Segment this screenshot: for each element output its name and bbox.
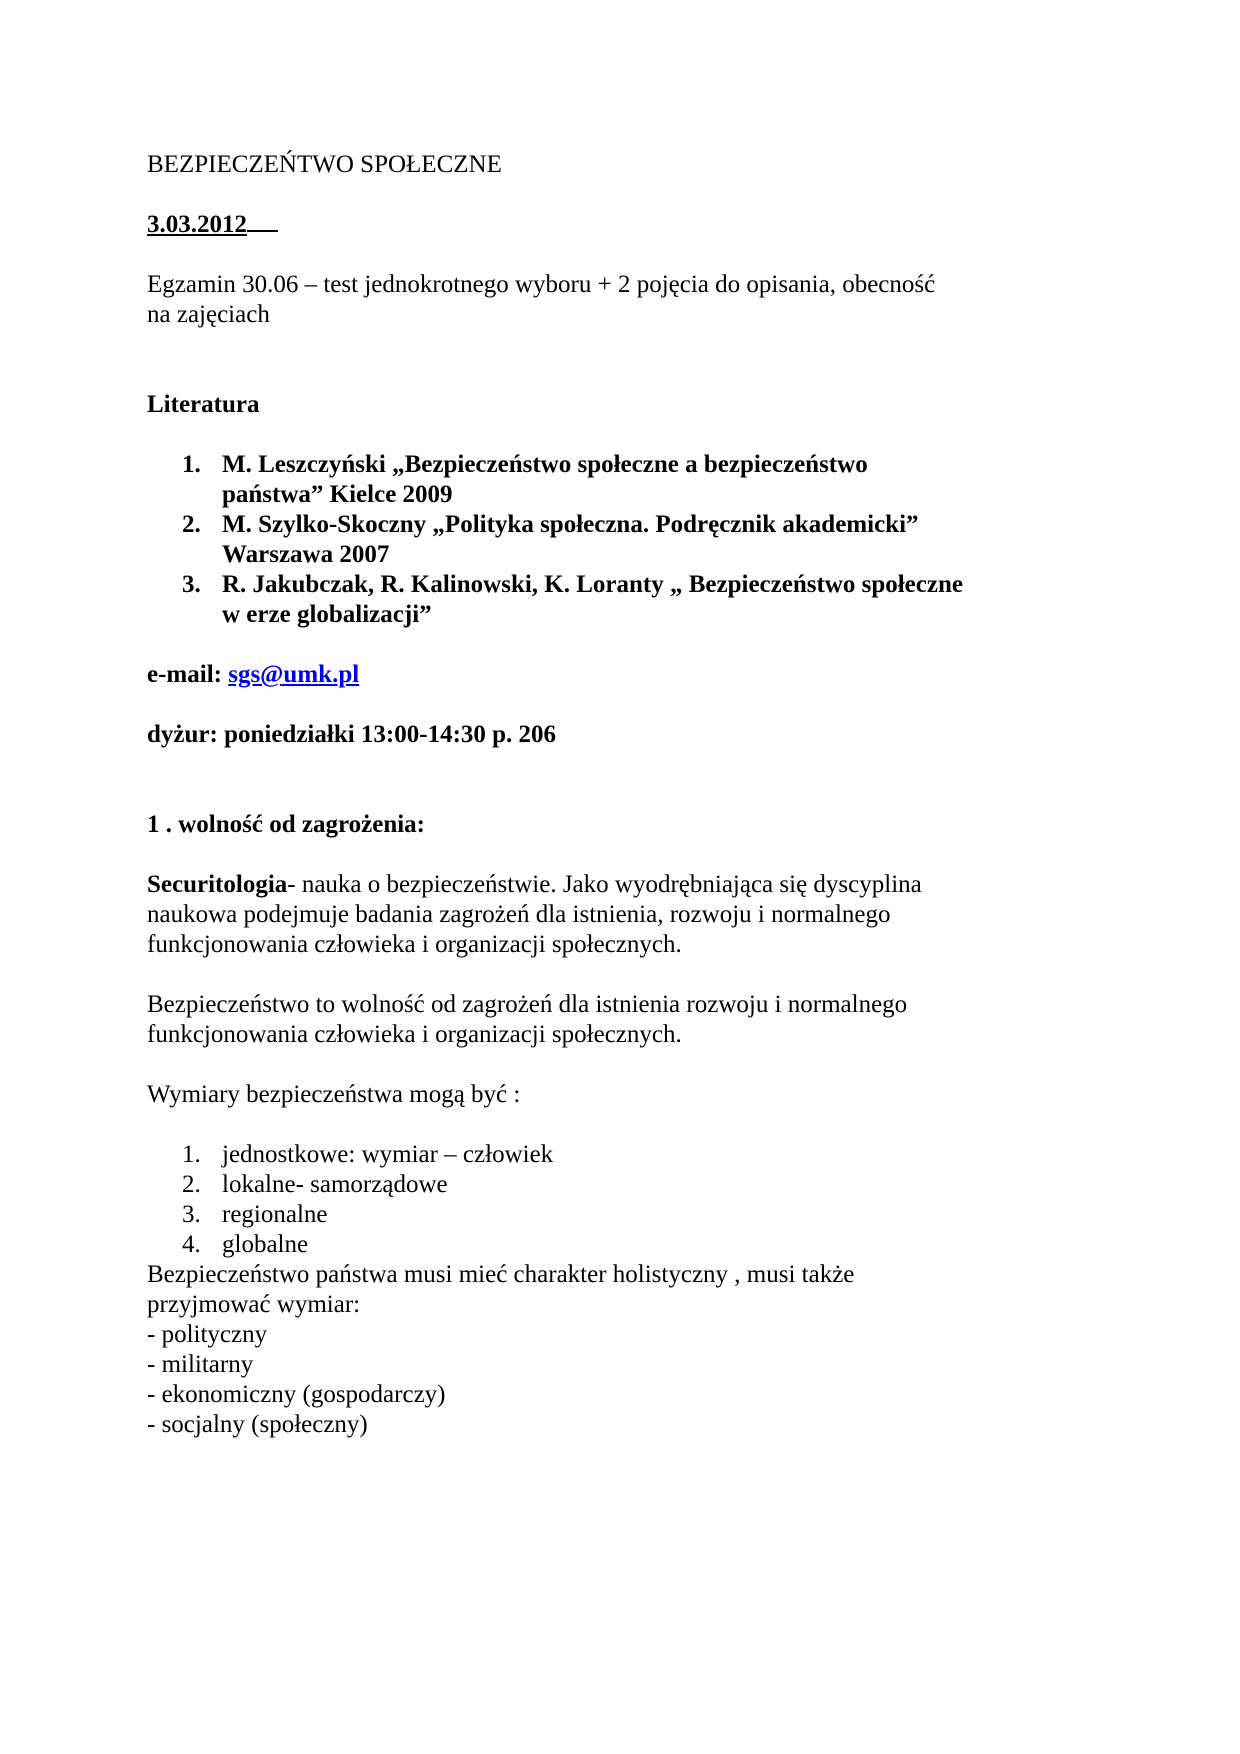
securitology-term: Securitologia [147,871,288,898]
list-item-number: 3. [182,1201,201,1228]
literature-item-line-1: M. Szylko-Skoczny „Polityka społeczna. Podręcznik akademicki” [222,511,919,538]
email-line [147,658,359,692]
list-item-text: lokalne- samorządowe [222,1171,448,1198]
lecture-date [147,208,278,242]
literature-item-number: 2. [182,511,201,538]
exam-info-line-2: na zajęciach [147,301,270,328]
state-dimension-item: - ekonomiczny (gospodarczy) [147,1381,446,1408]
state-dimension-item: - socjalny (społeczny) [147,1411,368,1438]
securitology-definition-start: - nauka o bezpieczeństwie. Jako wyodrębniająca się dyscyplina [287,871,922,898]
literature-heading: Literatura [147,391,260,418]
state-security-line-1: Bezpieczeństwo państwa musi mieć charakter holistyczny , musi także [147,1261,855,1288]
list-item-number: 4. [182,1231,201,1258]
list-item-text: globalne [222,1231,309,1258]
section-heading: 1 . wolność od zagrożenia: [147,811,425,838]
literature-item-number: 1. [182,451,201,478]
security-definition-line-1: Bezpieczeństwo to wolność od zagrożeń dla istnienia rozwoju i normalnego [147,991,908,1018]
exam-info-line-1: Egzamin 30.06 – test jednokrotnego wyboru + 2 pojęcia do opisania, obecność [147,271,936,298]
dimensions-intro: Wymiary bezpieczeństwa mogą być : [147,1081,521,1108]
securitology-line-3: funkcjonowania człowieka i organizacji społecznych. [147,931,682,958]
securitology-line-1 [147,868,922,902]
lecture-date-text: 3.03.2012 [147,211,247,238]
list-item-number: 1. [182,1141,201,1168]
email-label: e-mail: [147,661,222,688]
list-item-text: regionalne [222,1201,328,1228]
literature-item-number: 3. [182,571,201,598]
state-dimension-item: - polityczny [147,1321,268,1348]
state-dimension-item: - militarny [147,1351,254,1378]
date-underline-pad [247,208,278,232]
securitology-line-2: naukowa podejmuje badania zagrożeń dla istnienia, rozwoju i normalnego [147,901,891,928]
literature-item-line-2: państwa” Kielce 2009 [222,481,453,508]
literature-item-line-2: w erze globalizacji” [222,601,432,628]
state-security-line-2: przyjmować wymiar: [147,1291,361,1318]
security-definition-line-2: funkcjonowania człowieka i organizacji społecznych. [147,1021,682,1048]
literature-item-line-1: R. Jakubczak, R. Kalinowski, K. Loranty „ Bezpieczeństwo społeczne [222,571,963,598]
document-title: BEZPIECZEŃTWO SPOŁECZNE [147,151,502,178]
literature-item-line-1: M. Leszczyński „Bezpieczeństwo społeczne a bezpieczeństwo [222,451,868,478]
literature-item-line-2: Warszawa 2007 [222,541,390,568]
list-item-number: 2. [182,1171,201,1198]
email-link[interactable]: sgs@umk.pl [228,661,360,688]
office-hours: dyżur: poniedziałki 13:00-14:30 p. 206 [147,721,557,748]
list-item-text: jednostkowe: wymiar – człowiek [222,1141,554,1168]
